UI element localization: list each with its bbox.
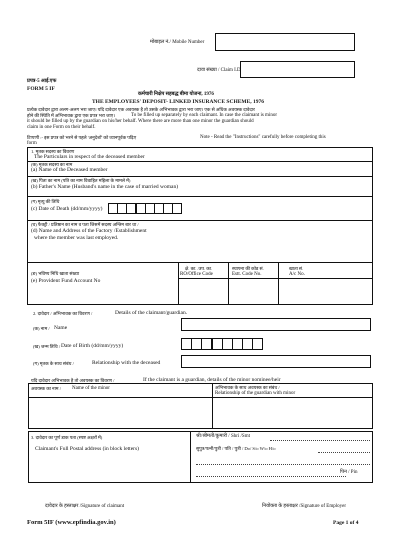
father-name-label: (b) Father's Name (Husband's name in the case of married woman) xyxy=(31,184,179,190)
claimant-dob-label-hindi: (ख) जन्म तिथि / xyxy=(33,344,61,349)
ro-code-header: RO/Office Code xyxy=(180,272,213,277)
estt-code-field[interactable] xyxy=(229,279,278,304)
relationship-label-hindi: (ग) मृतक के साथ संबंध / xyxy=(33,361,74,366)
address-label: Claimant's Full Postal address (in block letters) xyxy=(35,446,139,452)
minor-relationship-header-hindi: अभिभावक के साथ अवयस्क का संबंध / xyxy=(215,385,280,390)
intro-english-3: claim in one Form on their behalf. xyxy=(27,125,96,130)
claimant-signature-label: दावेदार के हस्ताक्षर /Signature of claimant xyxy=(45,504,125,509)
scheme-title: THE EMPLOYEES' DEPOSIT- LINKED INSURANCE SCHEME, 1976 xyxy=(92,99,265,105)
relationship-field[interactable] xyxy=(181,355,371,368)
relationship-label: Relationship with the deceased xyxy=(92,360,161,366)
date-of-death-label: (c) Date of Death (dd/mm/yyyy) xyxy=(31,206,103,212)
minor-relationship-field[interactable] xyxy=(213,398,372,428)
minor-name-header: Name of the minor xyxy=(72,386,110,391)
pin-label: पिन / Pin xyxy=(340,470,358,475)
form-number-hindi: प्रपत्र-5 आई.एफ xyxy=(27,79,57,84)
mobile-number-label: मोबाइल नं./ Mobile Number xyxy=(150,40,205,45)
pf-account-label: (e) Provident Fund Account No xyxy=(31,278,101,284)
intro-english-1: To be filled up separately by each claimant. In case the claimant is minor xyxy=(131,113,277,118)
minor-name-header-hindi: अवयस्क का नाम / xyxy=(31,386,61,391)
scheme-title-hindi: कर्मचारी निक्षेप सहबद्ध बीमा योजना, 1976 xyxy=(138,92,214,97)
ro-code-field[interactable] xyxy=(179,279,228,304)
claimant-name-label-hindi: (क) नाम / xyxy=(33,326,50,331)
minor-name-field[interactable] xyxy=(29,398,211,428)
note-english-2: form xyxy=(27,141,37,146)
intro-hindi-2: होने की स्थिति में अभिभावक द्वारा एक प्रपत्र भरा जाए। xyxy=(27,113,115,118)
form-number: FORM 5 IF xyxy=(27,86,55,92)
pf-account-label-hindi: (ङ) भविष्य निधि खाता संख्या xyxy=(31,271,80,276)
address-line-4[interactable] xyxy=(196,476,346,477)
claimant-dob-label: Date of Birth (dd/mm/yyyy) xyxy=(61,343,124,349)
deceased-name-label: (a) Name of the Deceased member xyxy=(31,167,108,173)
address-line-3[interactable] xyxy=(196,464,370,465)
employer-signature-label: नियोक्ता के हस्ताक्षर /Signature of Employer xyxy=(262,504,346,509)
establishment-label-2: where the member was last employed. xyxy=(34,235,119,241)
father-name-field[interactable] xyxy=(210,178,370,194)
estt-code-header-hindi: स्थापना की कोड सं. xyxy=(232,266,264,271)
date-of-death-field[interactable] xyxy=(108,203,182,214)
address-name-line-label: श्री/श्रीमती/कुमारी / Shri /Smt xyxy=(196,434,250,439)
claimant-name-label: Name xyxy=(54,325,68,331)
address-label-hindi: 3. दावेदार का पूर्ण डाक पता (स्पष्ट अक्षरों में) xyxy=(31,435,103,440)
section2-heading: Details of the claimant/guardian. xyxy=(115,310,188,316)
establishment-field[interactable] xyxy=(200,222,370,260)
address-relation-line[interactable] xyxy=(318,452,370,453)
section1-heading-hindi: 1. मृतक सदस्य का विवरण xyxy=(31,149,75,154)
section1-heading: The Particulars in respect of the deceased member xyxy=(34,154,145,160)
establishment-label: (d) Name and Address of the Factory /Establishment xyxy=(31,228,147,234)
establishment-label-hindi: (घ) फैक्ट्री / प्रतिष्ठान का नाम व पता जिसमें सदस्य अन्तिम बार था / xyxy=(31,222,139,227)
section2-heading-hindi: 2. दावेदार / अभिभावक का विवरण / xyxy=(33,311,93,316)
claim-id-field[interactable] xyxy=(240,61,355,78)
footer-form-url: Form 5IF (www.epfindia.gov.in) xyxy=(27,519,116,526)
ac-no-field[interactable] xyxy=(279,279,372,304)
note-english: Note - Read the "Instructions" carefully before completing this xyxy=(200,135,326,140)
claimant-dob-field[interactable] xyxy=(181,338,263,350)
mobile-number-field[interactable] xyxy=(215,33,355,51)
ac-no-header: A/c No. xyxy=(289,272,305,277)
intro-english-2: it should be filled up by the guardian on his/her behalf. Where there are more than one minor the guardian should xyxy=(27,119,254,124)
deceased-name-field[interactable] xyxy=(150,162,370,175)
minor-relationship-header: Relationship of the guardian with minor xyxy=(215,391,296,396)
estt-code-header: Estt. Code No. xyxy=(232,272,262,277)
claim-id-label: दावा संख्या / Claim I.D xyxy=(197,68,241,73)
guardian-intro-hindi: यदि दावेदार अभिभावक है तो अवयस्क का विवरण / xyxy=(31,378,115,383)
note-hindi: टिप्पणी :- इस प्रपत्र को भरने से पहले 'अनुदेशों' को ध्यानपूर्वक पढ़िए xyxy=(27,135,137,140)
address-name-line[interactable] xyxy=(270,440,370,441)
guardian-intro: If the claimant is a guardian, details of the minor nominee/heir xyxy=(143,377,281,383)
date-of-death-label-hindi: (ग) मृत्यु की तिथि xyxy=(31,199,60,204)
deceased-name-label-hindi: (क) मृतक सदस्य का नाम xyxy=(31,162,73,167)
address-relation-line-label: सुपुत्र/पत्नी/पुत्री / पति / पुत्री / Do/ S/o W/o H/o xyxy=(196,446,276,451)
claimant-name-field[interactable] xyxy=(181,318,371,331)
ro-code-header-hindi: क्षे. का. /उप. का. xyxy=(185,266,213,271)
father-name-label-hindi: (ख) पिता का नाम (पति का नाम विवाहित महिला के मामले में) xyxy=(31,178,131,183)
intro-hindi-1: प्रत्येक दावेदार द्वारा अलग-अलग भरा जाए। यदि दावेदार एक अवयस्क है तो उसके अभिभावक द्वारा भरा जाए। एक से अधिक अवयस्क दावेदार xyxy=(27,107,255,112)
footer-page-number: Page 1 of 4 xyxy=(333,520,359,526)
ac-no-header-hindi: खाता सं. xyxy=(289,266,304,271)
